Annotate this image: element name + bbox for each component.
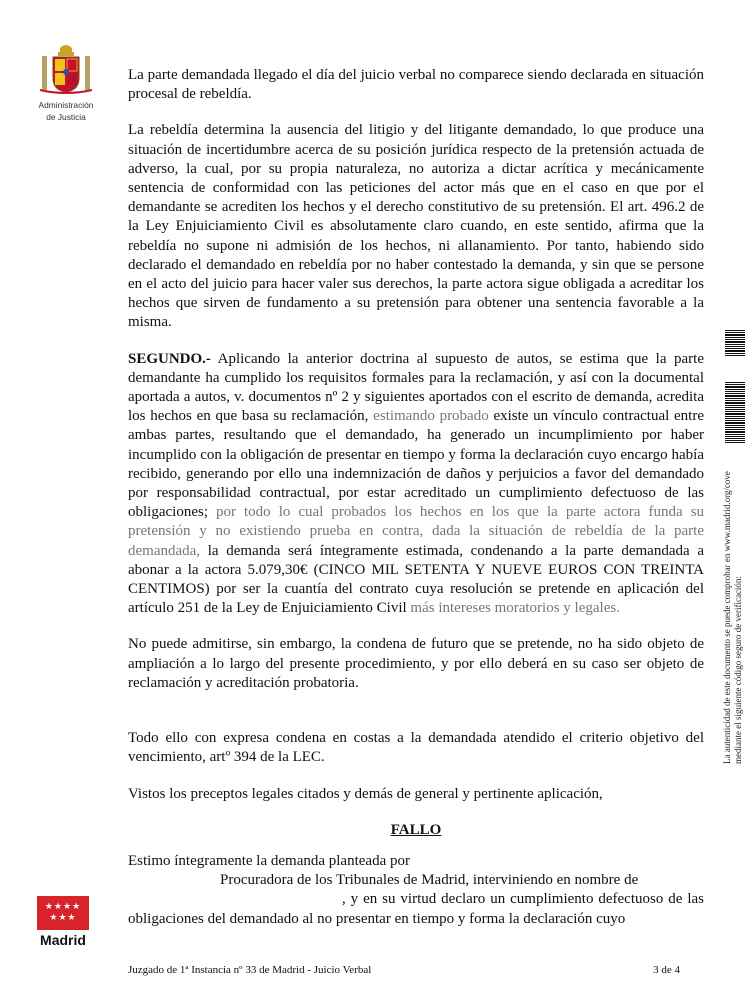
administracion-justicia-logo xyxy=(30,42,102,122)
segundo-grey-1: estimando probado xyxy=(373,408,489,425)
barcode-top-icon xyxy=(725,330,745,357)
footer-court: Juzgado de 1ª Instancia nº 33 de Madrid - Juicio Verbal xyxy=(128,964,372,976)
paragraph-vistos: Vistos los preceptos legales citados y demás de general y pertinente aplicación, xyxy=(128,785,603,802)
segundo-text-a: Aplicando la anterior doctrina al supuesto de autos, se estima que la parte demandante ha cumplido los requisitos formales para la reclamación, y así con la documental aportada a autos, v. documentos nº 2 y siguientes aportados con el escrito de demanda, acredita los hechos en que basa su reclamación, xyxy=(128,350,704,425)
comunidad-madrid-logo xyxy=(37,896,89,948)
paragraph-fallo xyxy=(128,852,704,929)
fallo-text-a: Estimo íntegramente la demanda planteada por xyxy=(128,852,410,869)
paragraph-condena-futuro: No puede admitirse, sin embargo, la condena de futuro que se pretende, no ha sido objeto de ampliación a lo largo del presente procedimiento, y por ello deberá en su caso ser objeto de reclamación y acreditación probatoria. xyxy=(128,636,704,691)
verification-note-line1: La autenticidad de este documento se puede comprobar en www.madrid.org/cove xyxy=(722,471,732,764)
madrid-stars-row1: ★★★★ xyxy=(44,902,82,912)
verification-note xyxy=(722,454,744,764)
logo-caption-line2: de Justicia xyxy=(46,112,86,122)
document-body xyxy=(128,66,704,929)
paragraph-costas: Todo ello con expresa condena en costas a la demandada atendido el criterio objetivo del vencimiento, artº 394 de la LEC. xyxy=(128,730,704,766)
paragraph-rebeldia-doctrina: La rebeldía determina la ausencia del litigio y del litigante demandado, lo que produce una situación de incertidumbre acerca de su posición jurídica respecto de la pretensión actuada de adverso, la cual, por su propia naturaleza, no autoriza a dictar acrítica y mecánicamente sentencia de conformidad con las peticiones del actor más que en el caso en que por el demandante se acrediten los hechos y el derecho constitutivo de su pretensión. El art. 496.2 de la Ley Enjuiciamiento Civil es absolutamente claro cuando, en este sentido, afirma que la rebeldía no supone ni admisión de los hechos, ni allanamiento. Por tanto, habiendo sido declarado el demandado en rebeldía por no haber contestado la demanda, y sin que se persone en el acto del juicio para hacer valer sus derechos, la parte actora sigue obligada a acreditar los hechos que sirven de fundamento a su pretensión para obtener una sentencia favorable a la misma. xyxy=(128,122,704,331)
paragraph-rebeldia: La parte demandada llegado el día del juicio verbal no comparece siendo declarada en situación procesal de rebeldía. xyxy=(128,67,704,103)
madrid-label: Madrid xyxy=(40,932,86,948)
segundo-grey-2: por todo lo cual probados los hechos en los que la parte actora funda su pretensión y no existiendo prueba en contra, dada la situación de rebeldía de la parte demandada, xyxy=(128,504,704,559)
fallo-text-b: Procuradora de los Tribunales de Madrid, interviniendo en nombre de xyxy=(220,872,639,889)
madrid-flag-icon xyxy=(37,896,89,930)
page-number: 3 de 4 xyxy=(653,964,680,976)
segundo-text-b: existe un vínculo contractual entre ambas partes, resultando que el demandado, ha generado un incumplimiento por haber incumplido con la obligación de presentar en tiempo y forma la declaración cuyo encargo había recibido, generando por ello una indemnización de daños y perjuicios a favor del demandado por responsabilidad contractual, por estar acreditado un cumplimiento defectuoso de las obligaciones; xyxy=(128,408,704,521)
segundo-grey-3: más intereses moratorios y legales. xyxy=(406,600,620,617)
barcode-bottom-icon xyxy=(725,382,745,444)
madrid-stars-row2: ★★★ xyxy=(49,913,77,923)
coat-of-arms-icon xyxy=(36,42,96,98)
segundo-heading: SEGUNDO.- xyxy=(128,350,211,367)
fallo-heading: FALLO xyxy=(390,821,442,838)
verification-note-line2: mediante el siguiente código seguro de verificación: xyxy=(733,576,743,764)
segundo-text-c: la demanda será íntegramente estimada, condenando a la parte demandada a abonar a la actora 5.079,30€ (CINCO MIL SETENTA Y NUEVE EUROS CON TREINTA CENTIMOS) por ser la cuantía del contrato cuya resolución se pretende en aplicación del artículo 251 de la Ley de Enjuiciamiento Civil xyxy=(128,542,704,617)
paragraph-segundo xyxy=(128,350,704,619)
logo-caption-line1: Administración xyxy=(38,100,94,110)
fallo-text-c: , y en su virtud declaro un cumplimiento defectuoso de las obligaciones del demandado al no presentar en tiempo y forma la declaración cuyo xyxy=(128,891,704,927)
